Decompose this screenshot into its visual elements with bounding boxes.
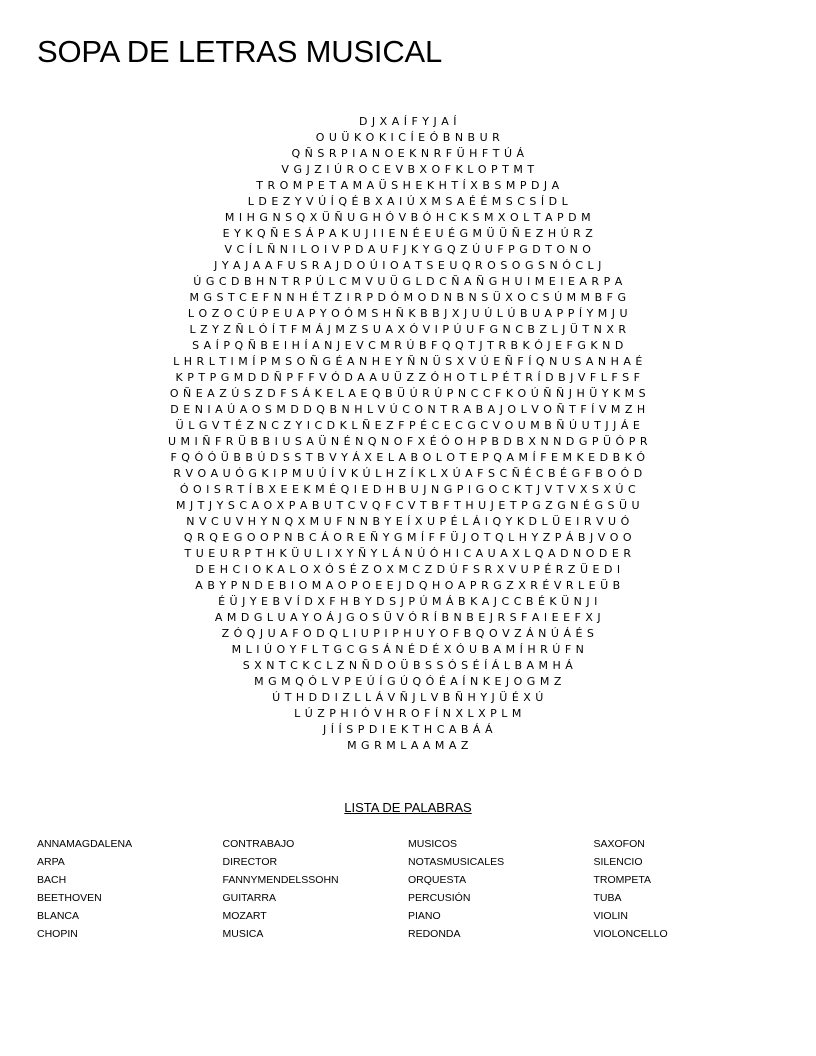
grid-row: S X N T C K C L Z N Ñ D O Ü B S S Ó S É Í Á L B A M H Á (242, 659, 574, 672)
grid-row: L D E Z Y V Ú Í Q É B X A I Ú X M S A É É M S C S Í D L (247, 195, 569, 208)
word-list-item: BEETHOVEN (37, 892, 102, 904)
word-list-item: PIANO (408, 910, 441, 922)
grid-row: D J X A Í F Y J A Í (358, 115, 458, 128)
grid-row: N V C U V H Y N Q X M U F N N B Y E Í X U P É L Á I Q Y K D L Ü E I R V U Ó (186, 515, 630, 528)
grid-row: Q R Q E G O O P N B C Á O R E Ñ Y G M Í F F Ü J O T Q L H Y Z P Á B J V O O (183, 531, 633, 544)
word-list-item: PERCUSIÓN (408, 892, 471, 904)
word-list-heading: LISTA DE PALABRAS (344, 800, 472, 815)
word-list-item: VIOLONCELLO (593, 928, 668, 940)
word-list-item: MUSICOS (408, 838, 458, 850)
word-list-item: ARPA (37, 856, 65, 868)
grid-row: M G R M L A A M A Z (347, 739, 469, 752)
grid-row: K P T P G M D D Ñ P F F V Ó D A A U Ü Z Z Ó H O T L P É T R Í D B J V F L F S F (175, 371, 641, 384)
word-list-item: TUBA (593, 892, 622, 904)
grid-row: M I H G N S Q X Ü Ñ U G H Ó V B Ó H C K S M X O L T A P D M (224, 211, 592, 224)
grid-row: O U Ü K O K I C Í E Ó B N B U R (315, 131, 501, 144)
grid-row: A M D G L U A Y O Á J G O S Ü V Ó R Í B N B E J R S F A I E E F X J (214, 611, 602, 624)
letter-grid (0, 114, 816, 754)
grid-row: Ü L G V T É Z N C Z Y I C D K L Ñ E Z F P É C E C G C V O U M B Ñ Ú U T J J Á E (175, 419, 641, 432)
grid-row: L Ú Z P H I Ó V H R O F Í N X L X P L M (294, 707, 522, 720)
word-list-item: CHOPIN (37, 928, 78, 940)
grid-row: O Ñ E A Z Ú S Z D F S Á K E L A E Q B Ü Ú R Ú P N C C F K O Ú Ñ Ñ J H Ü Y K M S (169, 387, 647, 400)
page-title: SOPA DE LETRAS MUSICAL (37, 34, 443, 69)
grid-row: D E H C I O K A L O X Ó S É Z O X M C Z D Ú F S R X V U P É R Z Ü E D I (195, 563, 621, 576)
word-list-item: ORQUESTA (408, 874, 467, 886)
grid-row: V C Í L Ñ N I L O I V P D A U F J K Y G Q Z Ú U F P G D T O N O (224, 243, 592, 256)
word-list-item: REDONDA (408, 928, 461, 940)
word-list-item: TROMPETA (593, 874, 652, 886)
grid-row: Z Ó Q J U A F O D Q L I U P I P H U Y O F B Q O V Z Á N Ú Á É S (221, 627, 595, 640)
grid-row: V G J Z I Ú R O C E V B X O F K L O P T M T (281, 163, 535, 176)
grid-row: J Y A J A A F U S R A J D O Ú I O A T S E U Q R O S O G S N Ó C L J (214, 259, 602, 272)
grid-row: M J T J Y S C A O X P A B U T C V Q F C V T B F T H U J E T P G Z G N É G S Ü U (175, 499, 641, 512)
word-list (37, 835, 797, 943)
grid-row: É Ü J Y E B V Í D X F H B Y D S J P Ú M Á B K A J C C B É K Ü N J I (218, 595, 598, 608)
grid-row: F Q Ó Ó Ü B B Ú D S S T B V Y Á X E L A B O L O T E P Q A M Í F E M K E D B K Ó (170, 451, 646, 464)
word-list-item: CONTRABAJO (222, 838, 295, 850)
word-list-item: DIRECTOR (222, 856, 278, 868)
word-list-item: NOTASMUSICALES (408, 856, 505, 868)
grid-row: L H R L T I M Í P M S O Ñ G É A N H E Y Ñ N Ü S X V Ú E Ñ F Í Q N U S A N H A É (173, 355, 643, 368)
grid-row: L Z Y Z Ñ L Ó Í T F M Á J M Z S U A X Ó V I P Ú U F G N C B Z L J Ü T N X R (189, 323, 627, 336)
word-list-item: BLANCA (37, 910, 80, 922)
grid-row: Ú G C D B H N T R P Ú L C M V U Ü G L D C Ñ A Ñ G H U I M E I E A R P A (193, 275, 623, 288)
word-list-item: MUSICA (222, 928, 264, 940)
grid-row: D E N I A Ú A O S M D D Q B N H L V Ú C O N T R A B A J O L V O Ñ T F Í V M Z H (170, 403, 646, 416)
word-list-item: SILENCIO (593, 856, 643, 868)
grid-row: J Í Í S P D I E K T H C A B Á Á (323, 723, 493, 736)
grid-row: Q Ñ S R P I A N O E K N R F Ü H F T Ú Á (291, 147, 525, 160)
word-list-item: BACH (37, 874, 67, 886)
grid-row: Ú T H D D I Z L L Á V Ñ J L V B Ñ H Y J Ü É X Ú (272, 691, 544, 704)
word-list-item: SAXOFON (593, 838, 645, 850)
grid-row: Ó O I S R T Í B X E E K M É Q I E D H B U J N G P I G O C K T J V T V X S X Ú C (179, 483, 637, 496)
word-list-item: MOZART (222, 910, 267, 922)
grid-row: U M I Ñ F R Ü B B I U S A Ü N É N Q N O F X É Ó O H P B D B X N N D G P Ü Ó P R (167, 435, 648, 448)
word-list-item: GUITARRA (222, 892, 276, 904)
grid-row: R V O A U Ó G K I P M U Ú Í V K Ú L H Z Í K L X Ú A F S C Ñ É C B É G F B O Ó D (173, 467, 643, 480)
grid-row: S A Í P Q Ñ B E I H Í A N J E V C M R Ú B F Q Q T J T R B K Ó J E F G K N D (192, 339, 624, 352)
grid-row: L O Z O C Ú P E U A P Y O Ó M S H Ñ K B B J X J U Ú L Ú B U A P P Í Y M J U (187, 307, 629, 320)
word-list-item: VIOLIN (593, 910, 628, 922)
grid-row: M G M Q Ó L V P E Ú Í G Ú Q Ó É A Í N K E J O G M Z (254, 675, 562, 688)
grid-row: M L I Ú O Y F L T G C G S Á N É D É X Ó U B A M Í H R Ú F N (231, 643, 585, 656)
grid-row: A B Y P N D E B I O M A O P O E E J D Q H O A P R G Z X R É V R L E Ü B (195, 579, 621, 592)
grid-row: M G S T C E F N N H É T Z I R P D Ó M O D N B N S Ü X O C S Ú M M B F G (189, 291, 627, 304)
word-list-item: FANNYMENDELSSOHN (222, 874, 339, 886)
word-list-item: ANNAMAGDALENA (37, 838, 133, 850)
grid-row: T R O M P E T A M A Ü S H E K H T Í X B S M P D J A (256, 179, 560, 192)
grid-row: T U E U R P T H K Ü U L I X Y Ñ Y L Á N Ú Ó H I C A U A X L Q A D N O D E R (184, 547, 632, 560)
grid-row: E Y K Q Ñ E S Á P A K U J I I E N É E U É G M Ü Ü Ñ E Z H Ú R Z (222, 227, 594, 240)
